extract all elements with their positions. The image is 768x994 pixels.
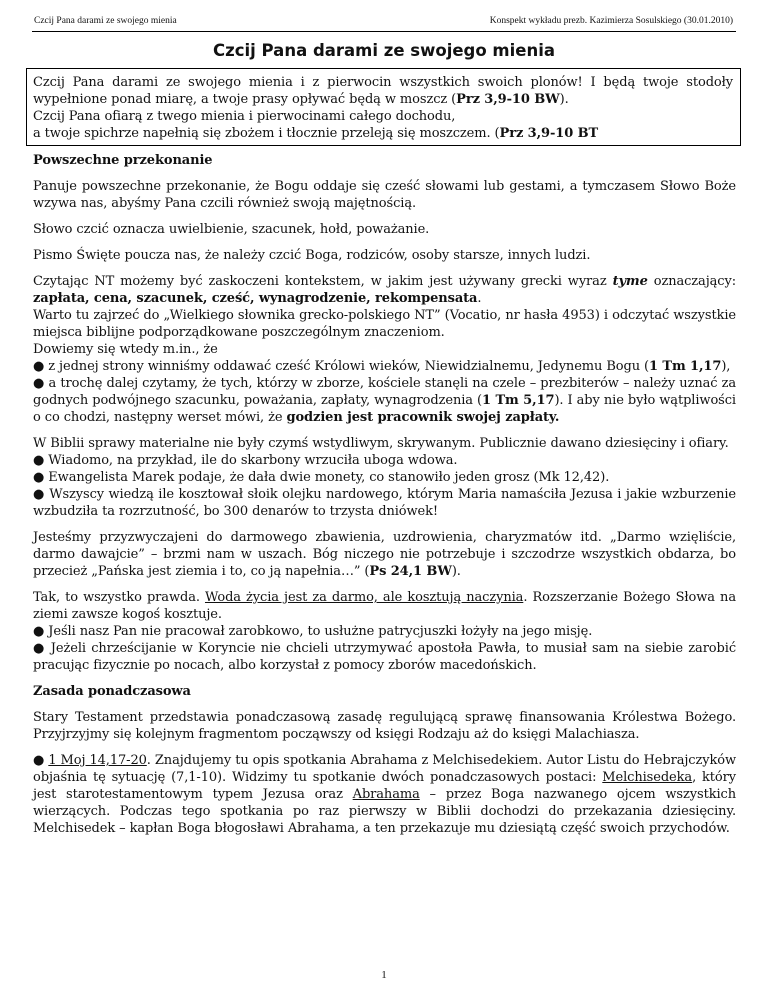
paragraph: ● 1 Moj 14,17-20. Znajdujemy tu opis spotkania Abrahama z Melchisedekiem. Autor Listu do Hebrajczyków objaśnia tę sytuację (7,1-10). Widzimy tu spotkanie dwóch ponadczasowych postaci: Melchisedeka, który jest starotestamentowym typem Jezusa oraz Abrahama – przez Boga nazwanego ojcem wszystkich wierzących. Podczas tego spotkania po raz pierwszy w Biblii dochodzi do przekazania dziesięciny. Melchisedek – kapłan Boga błogosławi Abrahama, a ten przekazuje mu dziesiątą część swoich przychodów.	[33, 753, 736, 836]
underlined-name: Abrahama	[352, 787, 420, 802]
paragraph: Stary Testament przedstawia ponadczasową zasadę regulującą sprawę finansowania Królestwa Bożego. Przyjrzyjmy się kolejnym fragmentom począwszy od księgi Rodzaju aż do księgi Malachiasza.	[33, 710, 736, 742]
list-item: ● z jednej strony winniśmy oddawać cześć Królowi wieków, Niewidzialnemu, Jedynemu Bogu (	[33, 359, 650, 374]
bible-reference: 1 Tm 1,17	[649, 359, 722, 374]
running-header-right: Konspekt wykładu prezb. Kazimierza Sosulskiego (30.01.2010)	[489, 16, 733, 26]
list-item: ● Ewangelista Marek podaje, że dała dwie monety, co stanowiło jeden grosz (Mk 12,42).	[33, 470, 610, 485]
paragraph: Jesteśmy przyzwyczajeni do darmowego zbawienia, uzdrowienia, charyzmatów itd. „Darmo wzięliście, darmo dawajcie” – brzmi nam w uszach. Bóg niczego nie potrzebuje i szczodrze wszystkich obdarza, bo przecież „Pańska jest ziemia i to, co ją napełnia…” (Ps 24,1 BW).	[33, 530, 736, 579]
section-heading: Zasada ponadczasowa	[33, 684, 191, 699]
list-item: ● a trochę dalej czytamy, że tych, którzy w zborze, kościele stanęli na czele – prezbiterów – należy uznać za godnych podwójnego szacunku, poważania, zapłaty, wynagrodzenia (	[33, 376, 736, 408]
list-item: ● Jeżeli chrześcijanie w Koryncie nie chcieli utrzymywać apostoła Pawła, to musiał sam na siebie zarobić pracując fizycznie po nocach, albo korzystał z pomocy zborów macedońskich.	[33, 641, 736, 673]
paragraph: Pismo Święte poucza nas, że należy czcić Boga, rodziców, osoby starsze, innych ludzi.	[33, 248, 591, 263]
bible-reference-link: 1 Moj 14,17-20	[48, 753, 147, 768]
page-number: 1	[381, 969, 387, 981]
bible-reference: 1 Tm 5,17	[482, 393, 555, 408]
paragraph: Czytając NT możemy być zaskoczeni kontekstem, w jakim jest używany grecki wyraz tyme oznaczający: zapłata, cena, szacunek, cześć, wynagrodzenie, rekompensata. Warto tu zajrzeć do „Wielkiego słownika grecko-polskiego NT” (Vocatio, nr hasła 4953) i odczytać wszystkie miejsca biblijne podporządkowane poszczególnym znaczeniom. Dowiemy się wtedy m.in., że ● z jednej strony winniśmy oddawać cześć Królowi wieków, Niewidzialnemu, Jedynemu Bogu (1 Tm 1,17), ● a trochę dalej czytamy, że tych, którzy w zborze, kościele stanęli na czele – prezbiterów – należy uznać za godnych podwójnego szacunku, poważania, zapłaty, wynagrodzenia (1 Tm 5,17). I aby nie było wątpliwości o co chodzi, następny werset mówi, że godzien jest pracownik swojej zapłaty.	[33, 274, 736, 425]
header-divider	[32, 31, 736, 32]
underlined-name: Melchisedeka	[602, 770, 693, 785]
bible-reference: Ps 24,1 BW	[369, 564, 452, 579]
quote-line-2: Czcij Pana ofiarą z twego mienia i pierwocinami całego dochodu,	[33, 109, 456, 124]
paragraph: W Biblii sprawy materialne nie były czymś wstydliwym, skrywanym. Publicznie dawano dziesięciny i ofiary. ● Wiadomo, na przykład, ile do skarbony wrzuciła uboga wdowa. ● Ewangelista Marek podaje, że dała dwie monety, co stanowiło jeden grosz (Mk 12,42). ● Wszyscy wiedzą ile kosztował słoik olejku nardowego, którym Maria namaściła Jezusa i jakie wzburzenie wzbudziła ta rozrzutność, bo 300 denarów to trzysta dniówek!	[33, 436, 736, 519]
list-item: ● Wszyscy wiedzą ile kosztował słoik olejku nardowego, którym Maria namaściła Jezusa i jakie wzburzenie wzbudziła ta rozrzutność, bo 300 denarów to trzysta dniówek!	[33, 487, 736, 519]
running-header-left: Czcij Pana darami ze swojego mienia	[34, 16, 177, 26]
quote-reference-bw: Prz 3,9-10 BW	[456, 92, 560, 107]
list-item: ● Wiadomo, na przykład, ile do skarbony wrzuciła uboga wdowa.	[33, 453, 458, 468]
paragraph: Słowo czcić oznacza uwielbienie, szacunek, hołd, poważanie.	[33, 222, 430, 237]
scripture-quote-box	[26, 68, 741, 146]
quote-reference-bt: Prz 3,9-10 BT	[499, 126, 599, 141]
emphasis: godzien jest pracownik swojej zapłaty.	[286, 410, 560, 425]
paragraph: Tak, to wszystko prawda. Woda życia jest za darmo, ale kosztują naczynia. Rozszerzanie Bożego Słowa na ziemi zawsze kogoś kosztuje. ● Jeśli nasz Pan nie pracował zarobkowo, to usłużne patrycjuszki łożyły na jego misję. ● Jeżeli chrześcijanie w Koryncie nie chcieli utrzymywać apostoła Pawła, to musiał sam na siebie zarobić pracując fizycznie po nocach, albo korzystał z pomocy zborów macedońskich.	[33, 590, 736, 673]
quote-line-1: Czcij Pana darami ze swojego mienia i z pierwocin wszystkich swoich plonów! I będą twoje stodoły wypełnione ponad miarę, a twoje prasy opływać będą w moszcz (Prz 3,9-10 BW).	[33, 75, 733, 107]
section-heading: Powszechne przekonanie	[33, 153, 213, 168]
greek-word: tyme	[612, 274, 648, 289]
list-item: ● Jeśli nasz Pan nie pracował zarobkowo, to usłużne patrycjuszki łożyły na jego misję.	[33, 624, 593, 639]
document-title: Czcij Pana darami ze swojego mienia	[212, 41, 556, 60]
underlined-phrase: Woda życia jest za darmo, ale kosztują naczynia	[204, 590, 524, 605]
quote-line-3: a twoje spichrze napełnią się zbożem i tłocznie przeleją się moszczem. (Prz 3,9-10 BT	[33, 126, 599, 141]
word-meanings: zapłata, cena, szacunek, cześć, wynagrodzenie, rekompensata	[33, 291, 478, 306]
document-body	[33, 152, 736, 846]
paragraph: Panuje powszechne przekonanie, że Bogu oddaje się cześć słowami lub gestami, a tymczasem Słowo Boże wzywa nas, abyśmy Pana czcili również swoją majętnością.	[33, 179, 736, 211]
